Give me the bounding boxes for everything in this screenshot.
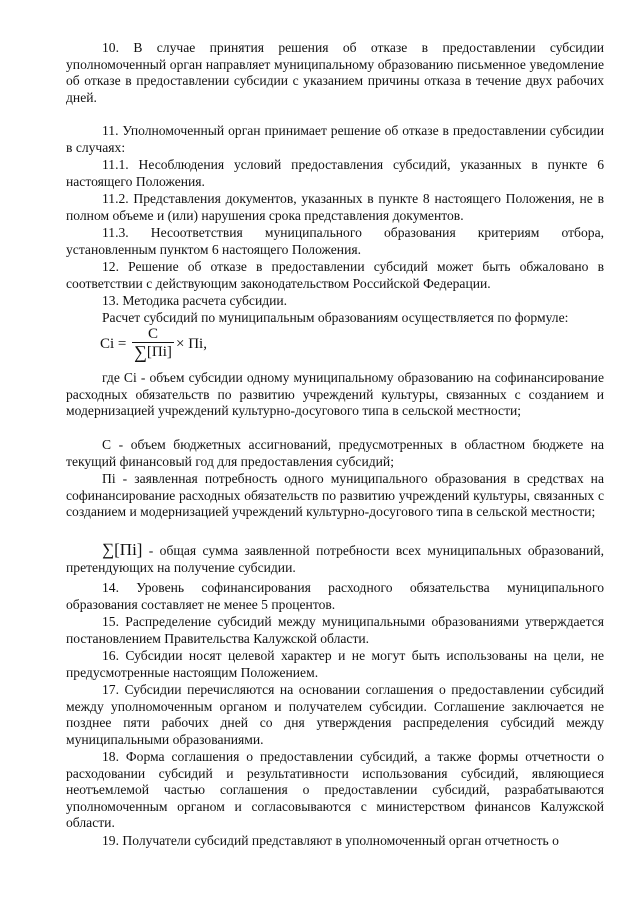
formula-numerator: C — [147, 326, 158, 342]
sum-term: [Пi] — [114, 540, 143, 559]
definition-sum — [66, 542, 604, 576]
definition-ci: где Ci - объем субсидии одному муниципальному образованию на софинансирование расходных обязательств по развитию учреждений культуры, связанных с созданием и модернизацией учреждений культурно-досугового типа в сельской местности; — [66, 370, 604, 418]
formula-fraction — [132, 325, 174, 362]
paragraph-12: 12. Решение об отказе в предоставлении субсидий может быть обжаловано в соответствии с действующим законодательством Российской Федерации. — [66, 259, 604, 291]
formula-lhs: Ci = — [100, 336, 127, 352]
definition-pi: Пi - заявленная потребность одного муниципального образования в средствах на софинансирование расходных обязательств по развитию учреждений культуры, связанных с созданием и модернизацией учреждений культурно-досугового типа в сельской местности; — [66, 471, 604, 519]
paragraph-15: 15. Распределение субсидий между муниципальными образованиями утверждается постановлением Правительства Калужской области. — [66, 614, 604, 646]
paragraph-14: 14. Уровень софинансирования расходного обязательства муниципального образования составляет не менее 5 процентов. — [66, 580, 604, 612]
formula-rhs: × Пi, — [176, 336, 207, 352]
paragraph-11-3: 11.3. Несоответствия муниципального образования критериям отбора, установленным пунктом 6 настоящего Положения. — [66, 225, 604, 257]
formula-denominator — [132, 343, 174, 362]
paragraph-18: 18. Форма соглашения о предоставлении субсидий, а также формы отчетности о расходовании субсидий и результативности использования субсидий, являющиеся неотъемлемой частью соглашения о предоставлении субсидий, разрабатываются уполномоченным органом и согласовываются с министерством финансов Калужской области. — [66, 749, 604, 830]
paragraph-17: 17. Субсидии перечисляются на основании соглашения о предоставлении субсидий между уполномоченным органом и получателем субсидии. Соглашение заключается не позднее пяти рабочих дней со дня утверждения распределения субсидий между муниципальными образованиями. — [66, 682, 604, 747]
paragraph-13: 13. Методика расчета субсидии. — [102, 293, 288, 308]
paragraph-19: 19. Получатели субсидий представляют в уполномоченный орган отчетность о — [102, 833, 559, 848]
paragraph-10: 10. В случае принятия решения об отказе в предоставлении субсидии уполномоченный орган направляет муниципальному образованию письменное уведомление об отказе в предоставлении субсидии с указанием причины отказа в течение двух рабочих дней. — [66, 40, 604, 105]
sum-symbol: ∑ — [102, 540, 115, 559]
definition-c: С - объем бюджетных ассигнований, предусмотренных в областном бюджете на текущий финансовый год для предоставления субсидий; — [66, 437, 604, 469]
denominator-term: [Пi] — [146, 344, 172, 360]
paragraph-11: 11. Уполномоченный орган принимает решение об отказе в предоставлении субсидии в случаях: — [66, 123, 604, 155]
definition-sum-text: - общая сумма заявленной потребности всех муниципальных образований, претендующих на получение субсидии. — [66, 543, 604, 575]
paragraph-11-1: 11.1. Несоблюдения условий предоставления субсидий, указанных в пункте 6 настоящего Положения. — [66, 157, 604, 189]
paragraph-13-intro: Расчет субсидий по муниципальным образованиям осуществляется по формуле: — [102, 310, 569, 325]
sum-symbol: ∑ — [134, 342, 147, 362]
paragraph-16: 16. Субсидии носят целевой характер и не могут быть использованы на цели, не предусмотренные настоящим Положением. — [66, 648, 604, 680]
paragraph-11-2: 11.2. Представления документов, указанных в пункте 8 настоящего Положения, не в полном объеме и (или) нарушения срока представления документов. — [66, 191, 604, 223]
